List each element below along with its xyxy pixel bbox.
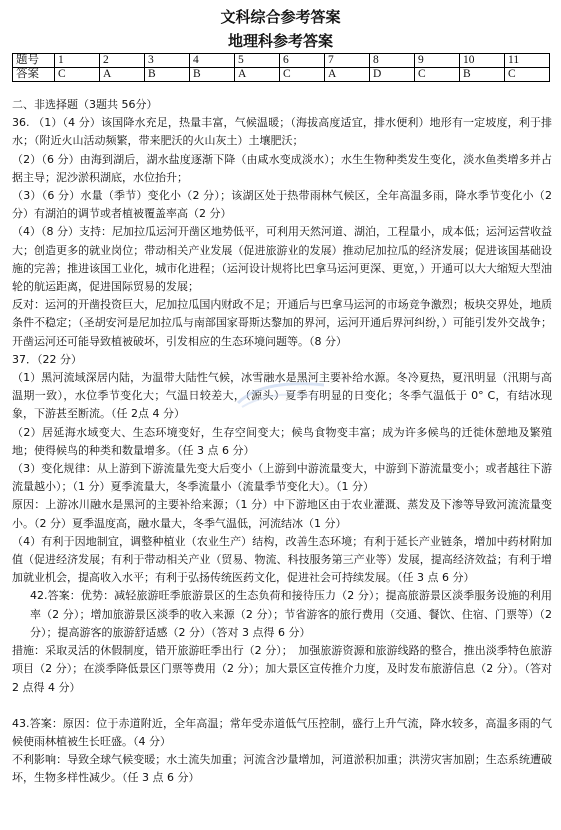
answer-cell: C — [415, 68, 460, 82]
answer-paragraph: 不利影响：导致全球气候变暖；水土流失加重；河流含沙量增加，河道淤积加重；洪涝灾害加剧；生态系统遭破坏，生物多样性减少。（任 3 点 6 分） — [12, 753, 552, 785]
answer-paragraphs — [12, 114, 552, 787]
question-number-cell: 7 — [325, 54, 370, 68]
answer-paragraph: 37．（22 分） — [12, 352, 82, 366]
answer-paragraph: （2）（6 分）由海到湖后，湖水盐度逐渐下降（由咸水变成淡水）；水生生物种类发生变化，淡水鱼类增多并占据主导；泥沙淤积湖底，水位抬升； — [12, 152, 552, 184]
number-row-label: 题号 — [13, 54, 55, 68]
answer-table — [12, 53, 550, 82]
answer-cell: B — [145, 68, 190, 82]
question-number-cell: 1 — [55, 54, 100, 68]
blank-line — [12, 697, 552, 715]
answer-paragraph: 反对：运河的开凿投资巨大，尼加拉瓜国内财政不足；开通后与巴拿马运河的市场竞争激烈；板块交界处，地质条件不稳定；（圣胡安河是尼加拉瓜与南部国家哥斯达黎加的界河，运河开通后界河纠纷，）可能引发外交战争；开凿运河还可能导致植被破坏，引发相应的生态环境问题等。（8 分） — [12, 298, 552, 348]
document-title: 文科综合参考答案 — [220, 8, 341, 26]
answer-cell: A — [325, 68, 370, 82]
answer-paragraph: （3）（6 分）水量（季节）变化小（2 分）；该湖区处于热带雨林气候区，全年高温多雨，降水季节变化小（2 分）有湖泊的调节或者植被覆盖率高（2 分） — [12, 189, 552, 221]
answer-paragraph: （4）（8 分）支持：尼加拉瓜运河开凿区地势低平，可利用天然河道、湖泊，工程量小，成本低；运河运营收益大；创造更多的就业岗位；带动相关产业发展（促进旅游业的发展）推动尼加拉瓜的经济发展；促进该国基础设施的完善；推进该国工业化，城市化进程；（运河设计规将比巴拿马运河更深、更宽，）开通可以大大缩短大型油轮的航运距离，促进国际贸易的发展； — [12, 225, 552, 294]
answer-cell: A — [235, 68, 280, 82]
answer-cell: C — [55, 68, 100, 82]
answer-table-answer-row — [13, 68, 550, 82]
answer-paragraph: 42.答案：优势：减轻旅游旺季旅游景区的生态负荷和接待压力（2 分）；提高旅游景区淡季服务设施的利用率（2 分）；增加旅游景区淡季的收入来源（2 分）；节省游客的旅行费用（交通、餐饮、住宿、门票等）（2 分）；提高游客的旅游舒适感（2 分）（答对 3 点得 6 分） — [30, 589, 552, 639]
answer-paragraph: 原因：上游冰川融水是黑河的主要补给来源；（1 分）中下游地区由于农业灌溉、蒸发及下渗等导致河流流量变小。（2 分）夏季温度高，融水量大，冬季气温低，河流结冰（1 分） — [12, 498, 552, 530]
answer-cell: D — [370, 68, 415, 82]
answer-paragraph: （4）有利于因地制宜，调整种植业（农业生产）结构，改善生态环境；有利于延长产业链条，增加中药材附加值（促进经济发展；有利于带动相关产业（贸易、物流、科技服务第三产业等）发展，提高经济效益；有利于增加就业机会，提高收入水平；有利于弘扬传统医药文化，促进社会可持续发展。（任 3 点 6 分） — [12, 534, 552, 585]
answer-cell: A — [100, 68, 145, 82]
question-number-cell: 9 — [415, 54, 460, 68]
section-title: 二、非选择题（3题共 56分） — [12, 98, 158, 111]
answer-body — [12, 96, 552, 788]
answer-cell: B — [190, 68, 235, 82]
answer-cell: C — [280, 68, 325, 82]
answer-table-number-row — [13, 54, 550, 68]
answer-cell: C — [505, 68, 550, 82]
answer-paragraph: （2）居延海水域变大、生态环境变好，生存空间变大；候鸟食物变丰富；成为许多候鸟的迁徙休憩地及繁殖地；使得候鸟的种类和数量增多。（任 3 点 6 分） — [12, 425, 552, 457]
question-number-cell: 6 — [280, 54, 325, 68]
document-subtitle: 地理科参考答案 — [227, 32, 333, 50]
question-number-cell: 3 — [145, 54, 190, 68]
answer-cell: B — [460, 68, 505, 82]
question-number-cell: 4 — [190, 54, 235, 68]
question-number-cell: 11 — [505, 54, 550, 68]
question-number-cell: 2 — [100, 54, 145, 68]
answer-paragraph: 措施：采取灵活的休假制度，错开旅游旺季出行（2 分）； 加强旅游资源和旅游线路的整合，推出淡季特色旅游项目（2 分）；在淡季降低景区门票等费用（2 分）；加大景区宣传推介力度，及时发布旅游信息（2 分）。（答对 2 点得 4 分） — [12, 644, 552, 694]
answer-paragraph: （3）变化规律：从上游到下游流量先变大后变小（上游到中游流量变大，中游到下游流量变小；或者越往下游流量越小）；（1 分）夏季流量大，冬季流量小（流量季节变化大）。（1 分） — [12, 462, 552, 494]
answer-paragraph: 43.答案：原因：位于赤道附近，全年高温；常年受赤道低气压控制，盛行上升气流，降水较多，高温多雨的气候使雨林植被生长旺盛。（4 分） — [12, 716, 552, 748]
question-number-cell: 8 — [370, 54, 415, 68]
question-number-cell: 5 — [235, 54, 280, 68]
question-number-cell: 10 — [460, 54, 505, 68]
answer-paragraph: 36. （1）（4 分）该国降水充足，热量丰富，气候温暖；（海拔高度适宜，排水便利）地形有一定坡度，利于排水；（附近火山活动频繁，带来肥沃的火山灰土）土壤肥沃； — [12, 116, 552, 148]
answer-paragraph: （1）黑河流域深居内陆，为温带大陆性气候，冰雪融水是黑河主要补给水源。冬冷夏热，夏汛明显（汛期与高温期一致），水位季节变化大；气温日较差大，（源头）夏季有明显的日变化；冬季气温低于 0° C，有结冰现象，下游甚至断流。（任 2点 4 分） — [12, 371, 552, 421]
answer-row-label: 答案 — [13, 68, 55, 82]
